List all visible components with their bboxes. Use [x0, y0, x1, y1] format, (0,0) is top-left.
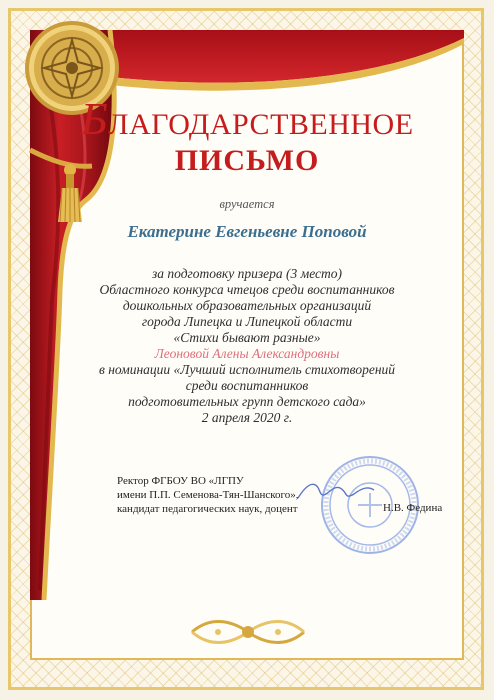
body-text: [0, 266, 494, 426]
recipient-name: Екатерине Евгеньевне Поповой: [127, 222, 367, 241]
handwritten-signature: [296, 476, 376, 506]
title-rest: ЛАГОДАРСТВЕННОЕ: [108, 108, 414, 141]
nomination-line: среди воспитанников: [185, 378, 309, 393]
body-line: «Стихи бывают разные»: [173, 330, 321, 345]
date-line: 2 апреля 2020 г.: [201, 410, 293, 425]
body-line: Областного конкурса чтецов среди воспитанников: [99, 282, 395, 297]
title-line-2: ПИСЬМО: [174, 144, 320, 177]
body-line: города Липецка и Липецкой области: [141, 314, 353, 329]
signatory-line: имени П.П. Семенова-Тян-Шанского»,: [117, 489, 299, 501]
bottom-ornament: [188, 614, 308, 650]
nomination-line: подготовительных групп детского сада»: [128, 394, 366, 409]
signatory-title: [117, 474, 299, 516]
title-line-1: [0, 92, 494, 145]
body-line: за подготовку призера (3 место): [151, 266, 343, 281]
pupil-name: Леоновой Алены Александровны: [154, 346, 340, 361]
signatory-name: Н.В. Федина: [383, 502, 443, 514]
title-initial: Б: [80, 93, 109, 144]
signatory-line: кандидат педагогических наук, доцент: [117, 503, 298, 515]
body-line: дошкольных образовательных организаций: [122, 298, 372, 313]
nomination-line: в номинации «Лучший исполнитель стихотворений: [98, 362, 396, 377]
awarded-label: вручается: [219, 197, 275, 211]
signatory-line: Ректор ФГБОУ ВО «ЛГПУ: [117, 475, 244, 487]
